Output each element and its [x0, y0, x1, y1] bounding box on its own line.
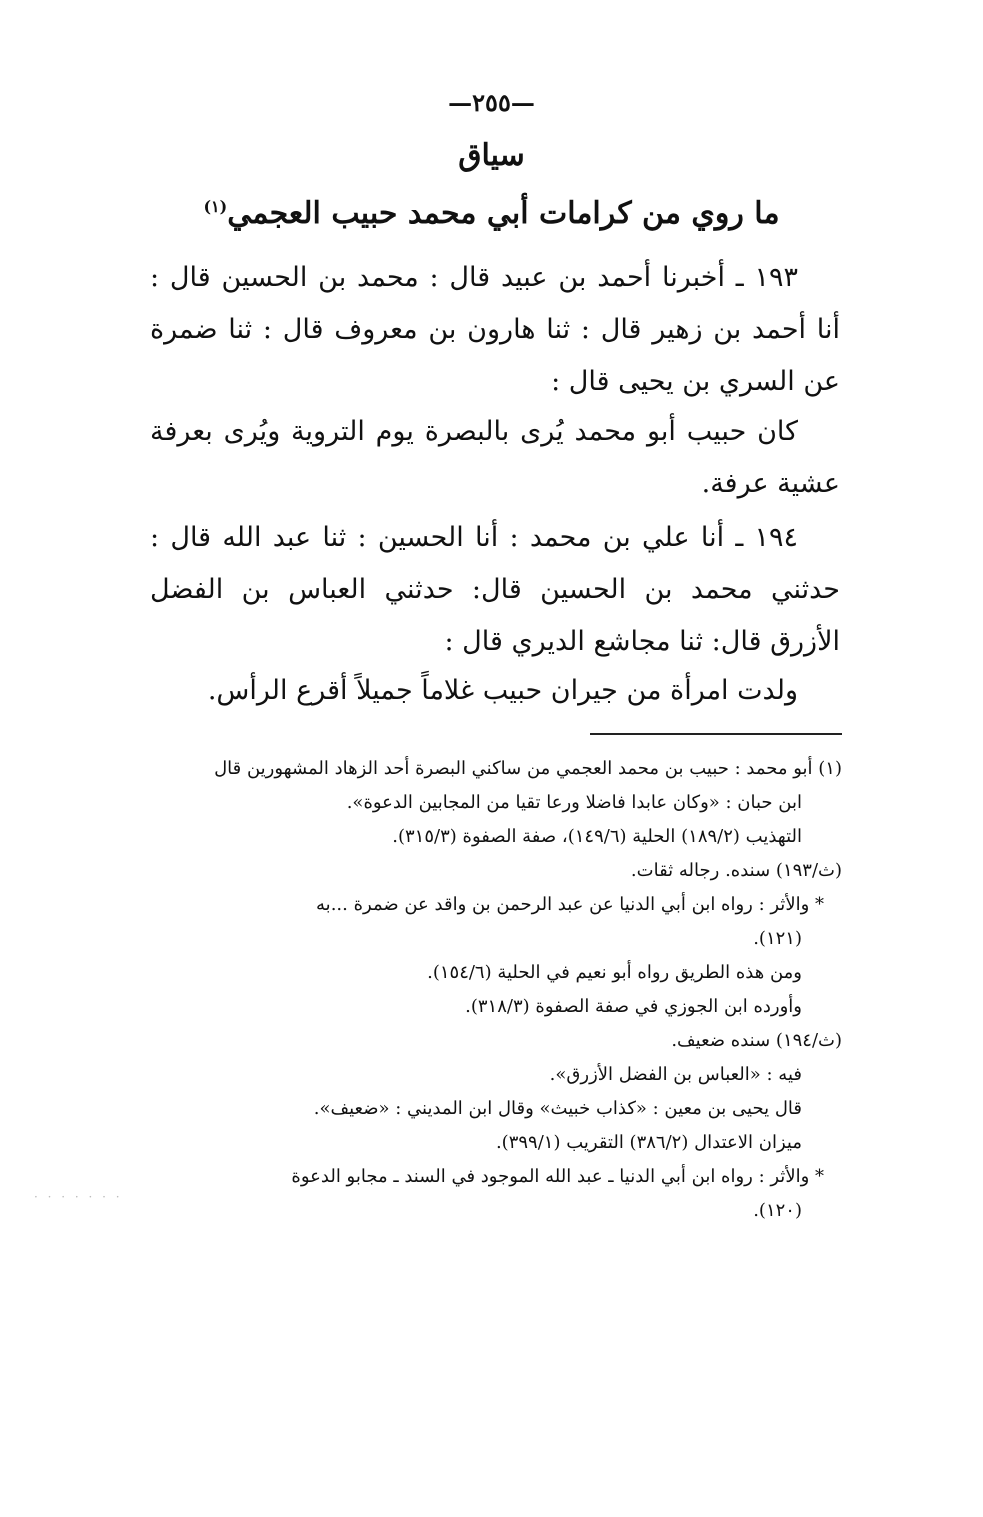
takhrij-194-line: فيه : «العباس بن الفضل الأزرق».	[549, 1064, 802, 1085]
takhrij-193-line: وأورده ابن الجوزي في صفة الصفوة (٣١٨/٣).	[465, 996, 802, 1017]
footnote-1-line: ابن حبان : «وكان عابدا فاضلا ورعا تقيا من المجابين الدعوة».	[346, 792, 802, 813]
takhrij-193-line: (ث/١٩٣) سنده. رجاله ثقات.	[630, 860, 842, 881]
takhrij-194-line: قال يحيى بن معين : «كذاب خبيث» وقال ابن المديني : «ضعيف».	[313, 1098, 802, 1119]
takhrij-194-line: ميزان الاعتدال (٣٨٦/٢) التقريب (٣٩٩/١).	[495, 1132, 802, 1153]
section-subtitle	[0, 196, 983, 231]
takhrij-193-line: * والأثر : رواه ابن أبي الدنيا عن عبد الرحمن بن واقد عن ضمرة ...به	[316, 894, 824, 915]
footnote-1-line: (١) أبو محمد : حبيب بن محمد العجمي من ساكني البصرة أحد الزهاد المشهورين قال	[214, 758, 842, 779]
section-title: سياق	[458, 138, 525, 173]
subtitle-text: ما روي من كرامات أبي محمد حبيب العجمي	[227, 196, 780, 231]
takhrij-193-line: ومن هذه الطريق رواه أبو نعيم في الحلية (١٥٤/٦).	[427, 962, 802, 983]
takhrij-193-line: (١٢١).	[753, 928, 802, 949]
takhrij-194-line: * والأثر : رواه ابن أبي الدنيا ـ عبد الله الموجود في السند ـ مجابو الدعوة	[291, 1166, 824, 1187]
narration-193-text: كان حبيب أبو محمد يُرى بالبصرة يوم التروية ويُرى بعرفة عشية عرفة.	[150, 416, 840, 499]
footnotes	[160, 752, 842, 1228]
page-number: —٢٥٥—	[448, 88, 535, 117]
narration-194-text: ولدت امرأة من جيران حبيب غلاماً جميلاً أقرع الرأس.	[207, 675, 798, 706]
footnote-divider	[590, 733, 842, 735]
narration-194: ١٩٤ ـ أنا علي بن محمد : أنا الحسين : ثنا عبد الله قال : حدثني محمد بن الحسين قال: حدثني العباس بن الفضل الأزرق قال: ثنا مجاشع الديري قال :	[150, 522, 840, 657]
scan-margin-marks: · · · · · · ·	[34, 1190, 123, 1204]
footnote-1-line: التهذيب (١٨٩/٢) الحلية (١٤٩/٦)، صفة الصفوة (٣١٥/٣).	[392, 826, 802, 847]
footnote-ref: (١)	[203, 197, 228, 216]
takhrij-194-line: (١٢٠).	[753, 1200, 802, 1221]
narration-193: ١٩٣ ـ أخبرنا أحمد بن عبيد قال : محمد بن الحسين قال : أنا أحمد بن زهير قال : ثنا هارون بن معروف قال : ثنا ضمرة عن السري بن يحيى قال :	[150, 262, 840, 397]
takhrij-194-line: (ث/١٩٤) سنده ضعيف.	[671, 1030, 842, 1051]
